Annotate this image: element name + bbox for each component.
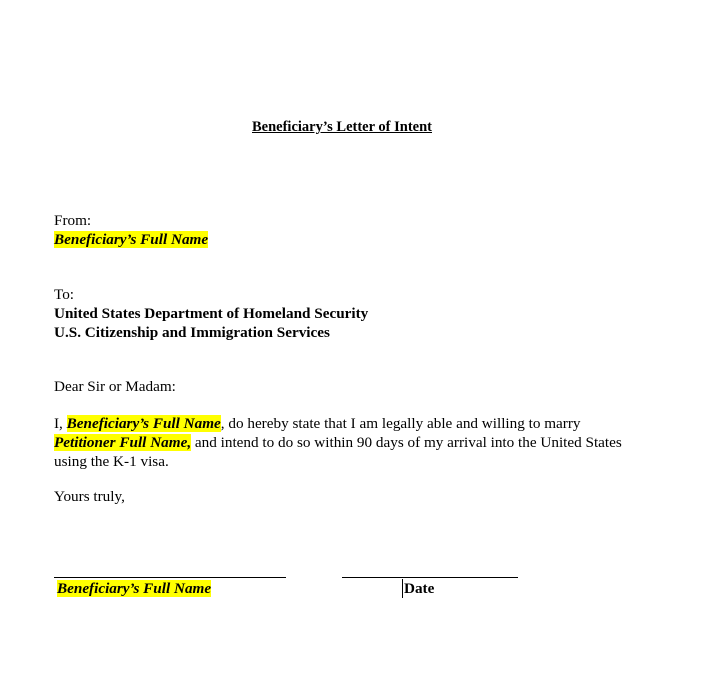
body-text-1: , do hereby state that I am legally able and willing to marry <box>220 415 581 432</box>
signature-beneficiary-name: Beneficiary’s Full Name <box>57 580 212 597</box>
body-text-2: and intend to do so within 90 days of my arrival into the United States using the K-1 visa. <box>54 434 622 470</box>
to-label: To: <box>54 286 75 303</box>
body-prefix: I, <box>54 415 67 432</box>
from-section <box>54 211 208 249</box>
signature-name-wrapper <box>57 579 211 598</box>
document-title: Beneficiary’s Letter of Intent <box>252 119 432 135</box>
from-label: From: <box>54 212 92 229</box>
body-petitioner-name: Petitioner Full Name, <box>54 434 192 451</box>
to-agency: U.S. Citizenship and Immigration Services <box>54 324 330 341</box>
closing: Yours truly, <box>54 488 125 505</box>
salutation: Dear Sir or Madam: <box>54 378 176 395</box>
to-section <box>54 285 368 342</box>
signature-line <box>54 577 286 578</box>
from-beneficiary-name: Beneficiary’s Full Name <box>54 231 209 248</box>
to-department: United States Department of Homeland Security <box>54 305 369 322</box>
body-paragraph <box>54 414 634 471</box>
signature-date-label: Date <box>404 580 435 597</box>
date-line <box>342 577 518 578</box>
body-beneficiary-name: Beneficiary’s Full Name <box>66 415 221 432</box>
